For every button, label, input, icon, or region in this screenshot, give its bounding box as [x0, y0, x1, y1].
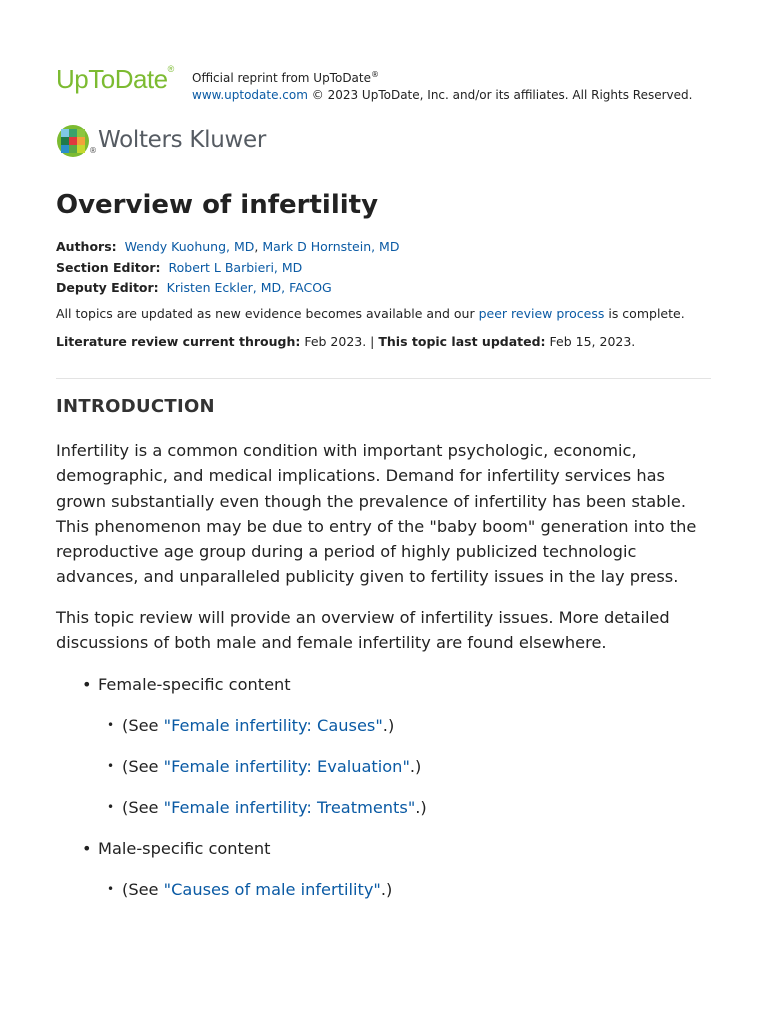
bullet-icon: •	[107, 882, 115, 896]
divider	[56, 378, 711, 379]
publisher-name: Wolters Kluwer	[98, 127, 267, 153]
reprint-notice: Official reprint from UpToDate® www.uptodate.com © 2023 UpToDate, Inc. and/or its affiliates. All Rights Reserved.	[192, 70, 693, 102]
section-heading-introduction: INTRODUCTION	[56, 396, 215, 417]
update-policy-note: All topics are updated as new evidence becomes available and our peer review process is complete.	[56, 306, 685, 321]
bullet-icon: •	[82, 839, 92, 858]
article-title: Overview of infertility	[56, 190, 379, 220]
intro-paragraph: Infertility is a common condition with important psychologic, economic, demographic, and medical implications. Demand for infertility services has grown substantially even though the prevalence of infertility has been stable. This phenomenon may be due to entry of the "baby boom" generation into the reproductive age group during a period of highly publicized technologic advances, and unparalleled publicity given to fertility issues in the lay press.	[56, 441, 697, 587]
deputy-editor-link[interactable]: Kristen Eckler, MD, FACOG	[166, 280, 332, 295]
copyright-text: © 2023 UpToDate, Inc. and/or its affiliates. All Rights Reserved.	[311, 88, 693, 102]
wolters-kluwer-mark-icon	[56, 124, 90, 158]
topic-link-female-treatments[interactable]: "Female infertility: Treatments"	[163, 798, 416, 817]
section-editor-row: Section Editor: Robert L Barbieri, MD	[56, 259, 303, 275]
author-link[interactable]: Mark D Hornstein, MD	[262, 239, 400, 254]
intro-paragraph: This topic review will provide an overview of infertility issues. More detailed discussions of both male and female infertility are found elsewhere.	[56, 608, 670, 653]
topic-link-male-causes[interactable]: "Causes of male infertility"	[163, 880, 381, 899]
literature-review-line: Literature review current through: Feb 2023. | This topic last updated: Feb 15, 2023.	[56, 334, 636, 349]
peer-review-link[interactable]: peer review process	[478, 306, 605, 321]
uptodate-website-link[interactable]: www.uptodate.com	[192, 88, 308, 102]
deputy-editor-row: Deputy Editor: Kristen Eckler, MD, FACOG	[56, 280, 332, 295]
uptodate-logo: UpToDate®	[56, 64, 174, 94]
bullet-icon: •	[107, 718, 115, 732]
bullet-icon: •	[107, 800, 115, 814]
author-link[interactable]: Wendy Kuohung, MD	[124, 239, 255, 254]
reprint-line: Official reprint from UpToDate	[192, 71, 371, 85]
reprint-header	[56, 64, 716, 104]
bullet-icon: •	[82, 675, 92, 694]
article-credits	[56, 237, 399, 299]
topic-link-female-evaluation[interactable]: "Female infertility: Evaluation"	[163, 757, 410, 776]
wolters-kluwer-logo: ® Wolters Kluwer	[56, 124, 316, 158]
topic-link-female-causes[interactable]: "Female infertility: Causes"	[163, 716, 383, 735]
bullet-icon: •	[107, 759, 115, 773]
section-editor-link[interactable]: Robert L Barbieri, MD	[168, 259, 303, 275]
authors-row: Authors: Wendy Kuohung, MD, Mark D Hornstein, MD	[56, 239, 400, 254]
